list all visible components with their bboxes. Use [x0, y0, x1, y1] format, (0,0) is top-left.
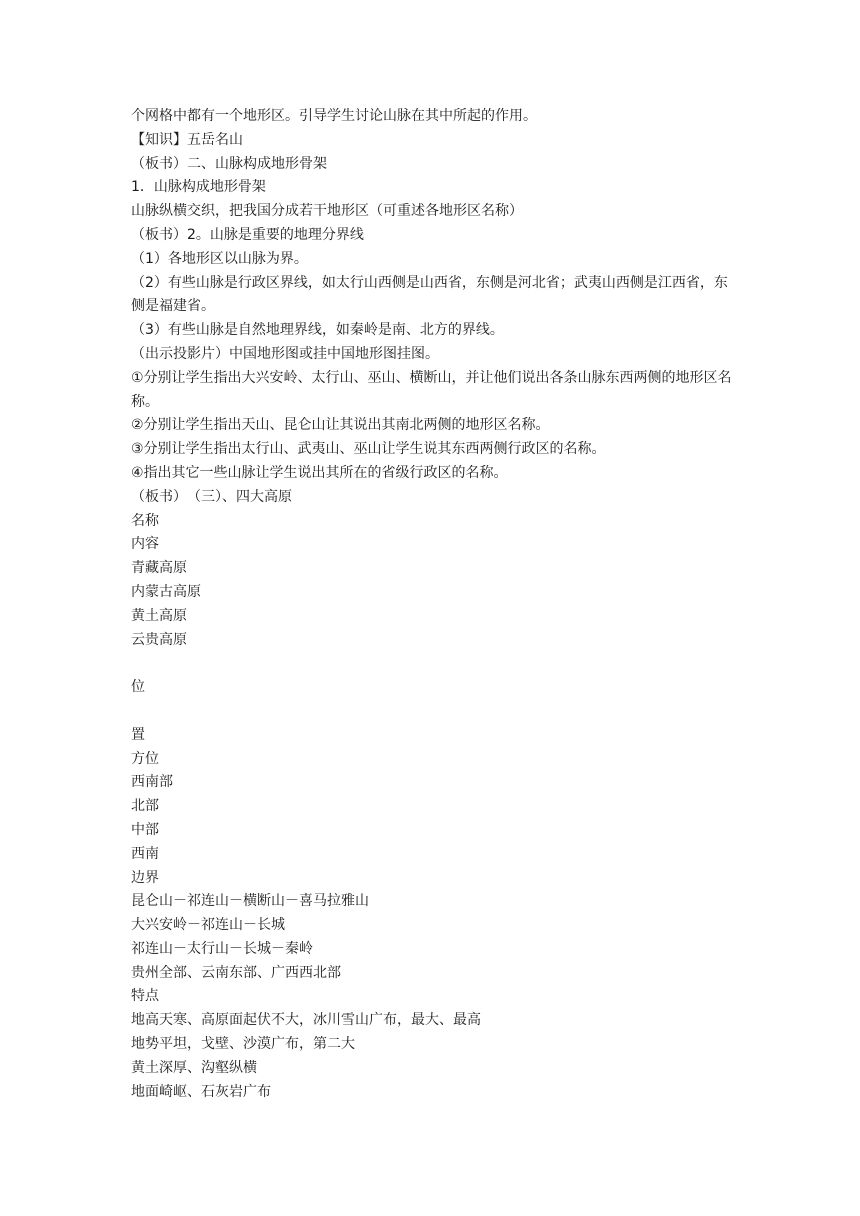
- position-label: 位: [131, 679, 145, 696]
- paragraph-line: 【知识】五岳名山: [131, 131, 243, 148]
- paragraph-line: （板书）二、山脉构成地形骨架: [131, 155, 327, 172]
- table-header-name: 名称: [131, 512, 159, 529]
- direction-cell: 中部: [131, 821, 159, 838]
- feature-cell: 地面崎岖、石灰岩广布: [131, 1083, 271, 1100]
- paragraph-line: （出示投影片）中国地形图或挂中国地形图挂图。: [131, 345, 439, 362]
- position-label: 置: [131, 726, 145, 743]
- plateau-name: 青藏高原: [131, 560, 187, 577]
- section-heading: （板书） （三）、四大高原: [131, 488, 292, 505]
- paragraph-line: ①分别让学生指出大兴安岭、太行山、巫山、横断山，并让他们说出各条山脉东西两侧的地形区名称。: [131, 369, 732, 410]
- paragraph-line: 1．山脉构成地形骨架: [131, 179, 266, 196]
- paragraph-line: 山脉纵横交织，把我国分成若干地形区（可重述各地形区名称）: [131, 203, 523, 220]
- plateau-name: 黄土高原: [131, 607, 187, 624]
- feature-cell: 黄土深厚、沟壑纵横: [131, 1059, 257, 1076]
- plateau-name: 内蒙古高原: [131, 583, 201, 600]
- feature-cell: 地高天寒、高原面起伏不大，冰川雪山广布，最大、最高: [131, 1012, 481, 1029]
- plateau-name: 云贵高原: [131, 631, 187, 648]
- paragraph-line: （3）有些山脉是自然地理界线，如秦岭是南、北方的界线。: [131, 322, 504, 339]
- direction-label: 方位: [131, 750, 159, 767]
- direction-cell: 西南部: [131, 774, 173, 791]
- border-label: 边界: [131, 869, 159, 886]
- feature-cell: 地势平坦，戈壁、沙漠广布，第二大: [131, 1036, 355, 1053]
- table-header-content: 内容: [131, 536, 159, 553]
- border-cell: 大兴安岭－祁连山－长城: [131, 917, 285, 934]
- paragraph-line: ④指出其它一些山脉让学生说出其所在的省级行政区的名称。: [131, 464, 508, 481]
- paragraph-line: （板书）2。山脉是重要的地理分界线: [131, 226, 364, 243]
- blank-line: [131, 700, 736, 724]
- document-page: [131, 105, 736, 1104]
- border-cell: 祁连山－太行山－长城－秦岭: [131, 940, 313, 957]
- paragraph-line: ③分别让学生指出太行山、武夷山、巫山让学生说其东西两侧行政区的名称。: [131, 441, 606, 458]
- paragraph-line: （1）各地形区以山脉为界。: [131, 250, 308, 267]
- feature-label: 特点: [131, 988, 159, 1005]
- border-cell: 贵州全部、云南东部、广西西北部: [131, 964, 341, 981]
- paragraph-line: （2）有些山脉是行政区界线，如太行山西侧是山西省，东侧是河北省；武夷山西侧是江西省，东侧是福建省。: [131, 274, 728, 315]
- border-cell: 昆仑山－祁连山－横断山－喜马拉雅山: [131, 893, 369, 910]
- paragraph-line: 个网格中都有一个地形区。引导学生讨论山脉在其中所起的作用。: [131, 108, 537, 124]
- direction-cell: 西南: [131, 845, 159, 862]
- paragraph-line: ②分别让学生指出天山、昆仑山让其说出其南北两侧的地形区名称。: [131, 417, 550, 434]
- direction-cell: 北部: [131, 798, 159, 815]
- blank-line: [131, 652, 736, 676]
